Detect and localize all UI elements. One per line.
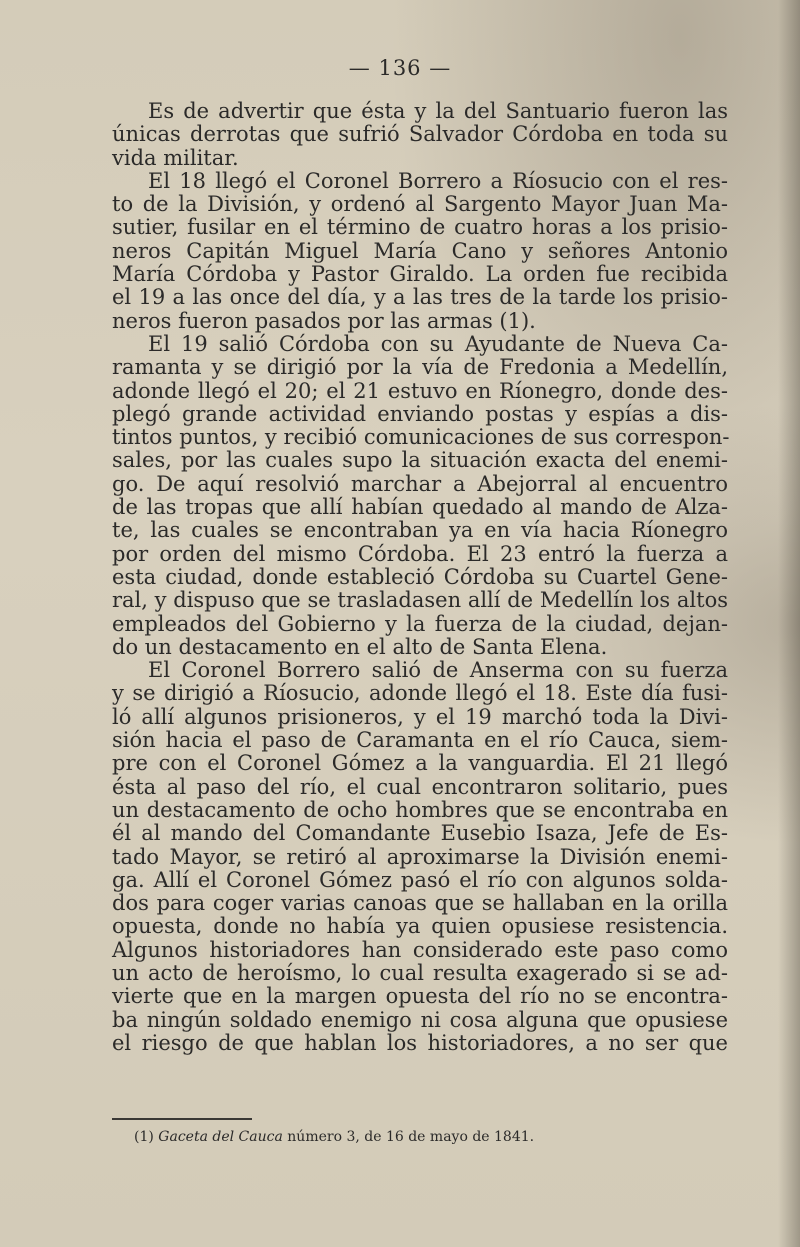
text-line: neros Capitán Miguel María Cano y señores Antonio xyxy=(112,238,728,263)
text-line: El 18 llegó el Coronel Borrero a Ríosucio con el res- xyxy=(148,168,728,193)
text-line: de las tropas que allí habían quedado al mando de Alza- xyxy=(112,495,728,520)
text-line: ba ningún soldado enemigo ni cosa alguna que opusiese xyxy=(112,1007,728,1032)
footnote-source: Gaceta del Cauca xyxy=(158,1129,283,1145)
text-line: el 19 a las once del día, y a las tres de la tarde los prisio- xyxy=(112,285,728,310)
text-line: únicas derrotas que sufrió Salvador Córdoba en toda su xyxy=(112,122,728,147)
text-line: plegó grande actividad enviando postas y espías a dis- xyxy=(112,401,728,426)
text-line: vida militar. xyxy=(112,145,239,170)
text-line: ló allí algunos prisioneros, y el 19 marchó toda la Divi- xyxy=(112,704,728,729)
body-text xyxy=(112,100,728,1055)
text-line: do un destacamento en el alto de Santa Elena. xyxy=(112,634,608,659)
text-line: to de la División, y ordenó al Sargento Mayor Juan Ma- xyxy=(112,192,728,217)
text-line: te, las cuales se encontraban ya en vía hacia Ríonegro xyxy=(112,518,728,543)
text-line: María Córdoba y Pastor Giraldo. La orden fue recibida xyxy=(112,262,728,287)
text-line: tintos puntos, y recibió comunicaciones de sus correspon- xyxy=(112,425,730,450)
footnote-rule xyxy=(112,1118,252,1120)
text-line: Es de advertir que ésta y la del Santuario fueron las xyxy=(148,99,728,123)
text-line: opuesta, donde no había ya quien opusiese resistencia. xyxy=(112,914,728,939)
text-line: go. De aquí resolvió marchar a Abejorral al encuentro xyxy=(112,471,728,496)
text-line: él al mando del Comandante Eusebio Isaza, Jefe de Es- xyxy=(112,821,728,846)
text-line: neros fueron pasados por las armas (1). xyxy=(112,308,536,333)
footnote-marker: (1) xyxy=(134,1129,154,1145)
text-line: tado Mayor, se retiró al aproximarse la División enemi- xyxy=(112,844,728,869)
text-line: dos para coger varias canoas que se hallaban en la orilla xyxy=(112,891,728,916)
footnote xyxy=(134,1129,534,1145)
text-line: El 19 salió Córdoba con su Ayudante de Nueva Ca- xyxy=(148,331,728,356)
text-line: Algunos historiadores han considerado este paso como xyxy=(112,937,728,962)
text-line: el riesgo de que hablan los historiadores, a no ser que xyxy=(112,1030,728,1055)
text-line: empleados del Gobierno y la fuerza de la ciudad, dejan- xyxy=(112,611,728,636)
text-line: sales, por las cuales supo la situación exacta del enemi- xyxy=(112,448,728,473)
text-line: un destacamento de ocho hombres que se encontraba en xyxy=(112,797,728,822)
text-line: adonde llegó el 20; el 21 estuvo en Ríonegro, donde des- xyxy=(112,378,728,403)
text-line: sutier, fusilar en el término de cuatro horas a los prisio- xyxy=(112,215,728,240)
text-line: pre con el Coronel Gómez a la vanguardia. El 21 llegó xyxy=(112,751,728,776)
text-line: sión hacia el paso de Caramanta en el río Cauca, siem- xyxy=(112,728,728,753)
text-line: ga. Allí el Coronel Gómez pasó el río con algunos solda- xyxy=(112,867,728,892)
text-line: vierte que en la margen opuesta del río no se encontra- xyxy=(112,984,728,1009)
text-line: ramanta y se dirigió por la vía de Fredonia a Medellín, xyxy=(112,355,728,380)
text-line: El Coronel Borrero salió de Anserma con su fuerza xyxy=(148,658,728,683)
text-line: esta ciudad, donde estableció Córdoba su Cuartel Gene- xyxy=(112,564,728,589)
text-line: y se dirigió a Ríosucio, adonde llegó el 18. Este día fusi- xyxy=(112,681,728,706)
text-line: ral, y dispuso que se trasladasen allí de Medellín los altos xyxy=(112,588,728,613)
page-number-header: — 136 — xyxy=(348,56,452,80)
text-line: ésta al paso del río, el cual encontraron solitario, pues xyxy=(112,774,728,799)
text-line: por orden del mismo Córdoba. El 23 entró la fuerza a xyxy=(112,541,728,566)
footnote-text: número 3, de 16 de mayo de 1841. xyxy=(287,1129,535,1145)
text-line: un acto de heroísmo, lo cual resulta exagerado si se ad- xyxy=(112,960,728,985)
